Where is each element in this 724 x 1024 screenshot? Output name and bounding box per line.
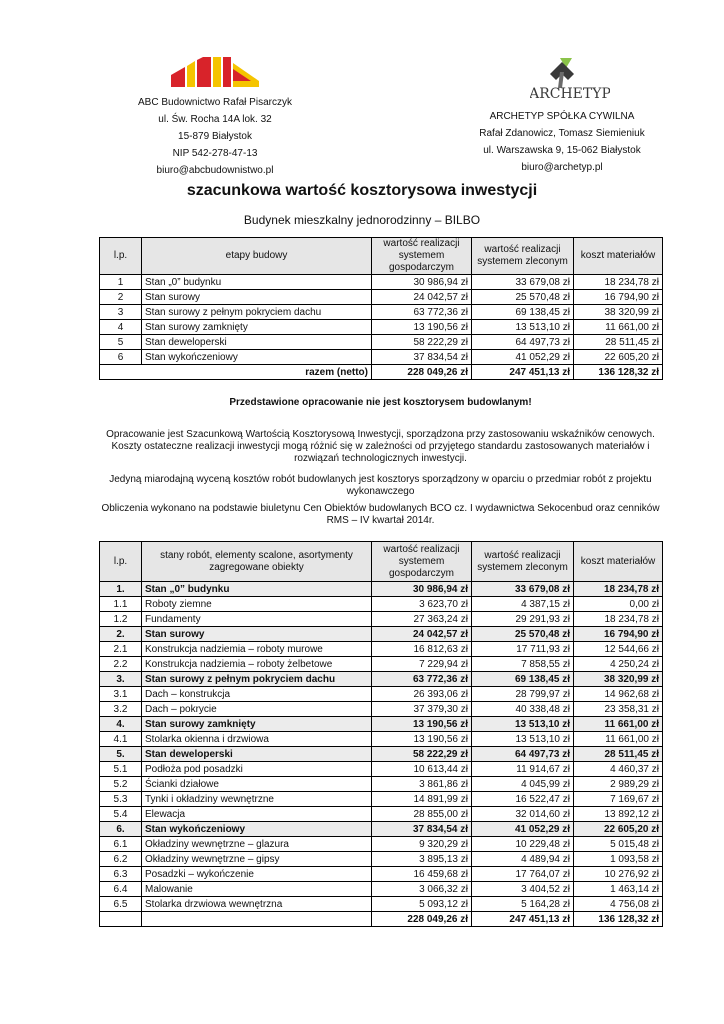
row-materials: 4 460,37 zł (574, 762, 663, 777)
row-contracted: 17 711,93 zł (472, 642, 574, 657)
row-lp: 3.2 (100, 702, 142, 717)
table-row (100, 672, 663, 687)
note-line: Obliczenia wykonano na podstawie biuletynu Cen Obiektów budowlanych BCO cz. I wydawnictwa Sekocenbud oraz cenników (101, 503, 660, 514)
row-name: Roboty ziemne (142, 597, 372, 612)
row-materials: 18 234,78 zł (574, 612, 663, 627)
address-line: ul. Św. Rocha 14A lok. 32 (158, 114, 272, 125)
address-line: biuro@abcbudownistwo.pl (156, 165, 274, 176)
row-lp: 5.1 (100, 762, 142, 777)
row-lp: 1. (100, 582, 142, 597)
row-own: 13 190,56 zł (372, 732, 472, 747)
row-lp: 1.1 (100, 597, 142, 612)
row-contracted: 25 570,48 zł (472, 627, 574, 642)
page-title: szacunkowa wartość kosztorysowa inwestycji (186, 182, 538, 199)
row-contracted: 40 338,48 zł (472, 702, 574, 717)
row-materials: 16 794,90 zł (574, 627, 663, 642)
address-line: ARCHETYP SPÓŁKA CYWILNA (489, 111, 635, 122)
row-contracted: 5 164,28 zł (472, 897, 574, 912)
row-contracted: 69 138,45 zł (472, 305, 574, 320)
row-own: 3 861,86 zł (372, 777, 472, 792)
table-row (100, 777, 663, 792)
row-materials: 14 962,68 zł (574, 687, 663, 702)
row-contracted: 17 764,07 zł (472, 867, 574, 882)
row-materials: 5 015,48 zł (574, 837, 663, 852)
row-lp: 6.5 (100, 897, 142, 912)
row-contracted: 4 489,94 zł (472, 852, 574, 867)
row-own: 5 093,12 zł (372, 897, 472, 912)
row-materials: 28 511,45 zł (574, 747, 663, 762)
row-name: Podłoża pod posadzki (142, 762, 372, 777)
row-own: 14 891,99 zł (372, 792, 472, 807)
row-lp: 1 (100, 275, 142, 290)
row-name: Fundamenty (142, 612, 372, 627)
total-materials: 136 128,32 zł (574, 912, 663, 927)
left-company-address (120, 94, 310, 179)
row-contracted: 64 497,73 zł (472, 747, 574, 762)
table-row (100, 852, 663, 867)
total-label: razem (netto) (100, 365, 372, 380)
col-header-lp: l.p. (100, 542, 142, 582)
row-materials: 1 093,58 zł (574, 852, 663, 867)
archetyp-logo-text: ARCHETYP (530, 86, 610, 102)
table-row (100, 897, 663, 912)
row-lp: 5.3 (100, 792, 142, 807)
table-row (100, 335, 663, 350)
row-contracted: 64 497,73 zł (472, 335, 574, 350)
row-materials: 16 794,90 zł (574, 290, 663, 305)
table-row (100, 290, 663, 305)
row-name: Stan „0” budynku (142, 582, 372, 597)
row-materials: 38 320,99 zł (574, 305, 663, 320)
summary-table-body (100, 275, 663, 365)
row-contracted: 13 513,10 zł (472, 320, 574, 335)
table-row (100, 747, 663, 762)
row-contracted: 25 570,48 zł (472, 290, 574, 305)
table-row (100, 597, 663, 612)
table-row (100, 687, 663, 702)
row-lp: 5.4 (100, 807, 142, 822)
address-line: 15-879 Białystok (178, 131, 252, 142)
row-name: Tynki i okładziny wewnętrzne (142, 792, 372, 807)
page-subtitle: Budynek mieszkalny jednorodzinny – BILBO (243, 213, 481, 227)
row-lp: 4. (100, 717, 142, 732)
row-own: 28 855,00 zł (372, 807, 472, 822)
col-header-materials: koszt materiałów (574, 238, 663, 275)
row-own: 24 042,57 zł (372, 627, 472, 642)
row-lp: 6.4 (100, 882, 142, 897)
table-row (100, 612, 663, 627)
row-own: 37 834,54 zł (372, 822, 472, 837)
note-line: wykonawczego (346, 486, 415, 497)
row-own: 16 812,63 zł (372, 642, 472, 657)
table-row (100, 762, 663, 777)
row-lp: 6.3 (100, 867, 142, 882)
disclaimer: Przedstawione opracowanie nie jest kosztorysem budowlanym! (229, 397, 532, 408)
total-contracted: 247 451,13 zł (472, 365, 574, 380)
table-row (100, 320, 663, 335)
row-materials: 1 463,14 zł (574, 882, 663, 897)
col-header-contracted: wartość realizacji systemem zleconym (472, 542, 574, 582)
archetyp-logo (530, 58, 610, 105)
row-name: Stan wykończeniowy (142, 822, 372, 837)
table-row (100, 657, 663, 672)
note-line: rozwiązań technologicznych inwestycji. (294, 453, 467, 464)
table-row (100, 792, 663, 807)
address-line: ul. Warszawska 9, 15-062 Białystok (483, 145, 641, 156)
row-materials: 7 169,67 zł (574, 792, 663, 807)
note-line: Koszty ostateczne realizacji inwestycji mogą różnić się w zależności od przyjętego standardu zastosowanych materiałów i (111, 441, 650, 452)
row-lp: 6.2 (100, 852, 142, 867)
total-own: 228 049,26 zł (372, 365, 472, 380)
row-contracted: 4 045,99 zł (472, 777, 574, 792)
address-line: biuro@archetyp.pl (521, 162, 603, 173)
table-row (100, 822, 663, 837)
row-materials: 23 358,31 zł (574, 702, 663, 717)
row-name: Okładziny wewnętrzne – glazura (142, 837, 372, 852)
row-own: 7 229,94 zł (372, 657, 472, 672)
table-row (100, 807, 663, 822)
row-materials: 28 511,45 zł (574, 335, 663, 350)
row-lp: 4 (100, 320, 142, 335)
table-row (100, 837, 663, 852)
row-name: Dach – pokrycie (142, 702, 372, 717)
row-contracted: 33 679,08 zł (472, 275, 574, 290)
table-row (100, 642, 663, 657)
row-contracted: 41 052,29 zł (472, 350, 574, 365)
table-row (100, 350, 663, 365)
row-contracted: 28 799,97 zł (472, 687, 574, 702)
row-own: 30 986,94 zł (372, 582, 472, 597)
total-materials: 136 128,32 zł (574, 365, 663, 380)
row-own: 37 379,30 zł (372, 702, 472, 717)
summary-table (99, 237, 663, 380)
table-row (100, 732, 663, 747)
table-row (100, 867, 663, 882)
row-contracted: 11 914,67 zł (472, 762, 574, 777)
row-materials: 12 544,66 zł (574, 642, 663, 657)
row-own: 13 190,56 zł (372, 320, 472, 335)
total-cell (100, 912, 142, 927)
detail-table-body (100, 582, 663, 912)
row-contracted: 16 522,47 zł (472, 792, 574, 807)
row-contracted: 4 387,15 zł (472, 597, 574, 612)
col-header-items: stany robót, elementy scalone, asortymenty zagregowane obiekty (142, 542, 372, 582)
row-materials: 4 250,24 zł (574, 657, 663, 672)
row-name: Dach – konstrukcja (142, 687, 372, 702)
row-materials: 4 756,08 zł (574, 897, 663, 912)
row-lp: 5 (100, 335, 142, 350)
table-row (100, 702, 663, 717)
row-own: 30 986,94 zł (372, 275, 472, 290)
row-materials: 38 320,99 zł (574, 672, 663, 687)
row-own: 3 623,70 zł (372, 597, 472, 612)
row-name: Konstrukcja nadziemia – roboty murowe (142, 642, 372, 657)
row-lp: 6 (100, 350, 142, 365)
row-lp: 2 (100, 290, 142, 305)
row-name: Posadzki – wykończenie (142, 867, 372, 882)
row-lp: 2. (100, 627, 142, 642)
row-name: Stan surowy zamknięty (142, 320, 372, 335)
row-lp: 2.2 (100, 657, 142, 672)
row-name: Okładziny wewnętrzne – gipsy (142, 852, 372, 867)
col-header-stage: etapy budowy (142, 238, 372, 275)
right-company-address (462, 108, 662, 176)
row-name: Stan surowy (142, 290, 372, 305)
row-contracted: 7 858,55 zł (472, 657, 574, 672)
row-name: Stan surowy z pełnym pokryciem dachu (142, 672, 372, 687)
table-row (100, 627, 663, 642)
row-name: Stan deweloperski (142, 747, 372, 762)
row-name: Stan surowy zamknięty (142, 717, 372, 732)
row-own: 58 222,29 zł (372, 747, 472, 762)
row-materials: 0,00 zł (574, 597, 663, 612)
row-materials: 18 234,78 zł (574, 275, 663, 290)
total-own: 228 049,26 zł (372, 912, 472, 927)
note-paragraph-2 (99, 474, 662, 498)
row-contracted: 13 513,10 zł (472, 717, 574, 732)
note-paragraph-1 (99, 429, 662, 465)
row-contracted: 69 138,45 zł (472, 672, 574, 687)
row-lp: 3.1 (100, 687, 142, 702)
address-line: ABC Budownictwo Rafał Pisarczyk (138, 97, 292, 108)
row-lp: 6.1 (100, 837, 142, 852)
row-contracted: 32 014,60 zł (472, 807, 574, 822)
row-own: 27 363,24 zł (372, 612, 472, 627)
detail-table (99, 541, 663, 927)
row-lp: 5. (100, 747, 142, 762)
col-header-own-system: wartość realizacji systemem gospodarczym (372, 542, 472, 582)
row-lp: 1.2 (100, 612, 142, 627)
row-name: Stan surowy z pełnym pokryciem dachu (142, 305, 372, 320)
row-materials: 18 234,78 zł (574, 582, 663, 597)
row-own: 3 895,13 zł (372, 852, 472, 867)
row-lp: 5.2 (100, 777, 142, 792)
row-name: Ścianki działowe (142, 777, 372, 792)
row-own: 16 459,68 zł (372, 867, 472, 882)
col-header-materials: koszt materiałów (574, 542, 663, 582)
row-contracted: 3 404,52 zł (472, 882, 574, 897)
row-own: 3 066,32 zł (372, 882, 472, 897)
row-materials: 11 661,00 zł (574, 717, 663, 732)
total-contracted: 247 451,13 zł (472, 912, 574, 927)
row-own: 26 393,06 zł (372, 687, 472, 702)
row-materials: 10 276,92 zł (574, 867, 663, 882)
row-own: 37 834,54 zł (372, 350, 472, 365)
row-name: Stan surowy (142, 627, 372, 642)
address-line: NIP 542-278-47-13 (172, 148, 258, 159)
col-header-contracted: wartość realizacji systemem zleconym (472, 238, 574, 275)
note-line: Opracowanie jest Szacunkową Wartością Kosztorysową Inwestycji, sporządzona przy zastosowaniu wskaźników cenowych. (106, 429, 655, 440)
row-own: 9 320,29 zł (372, 837, 472, 852)
row-lp: 3 (100, 305, 142, 320)
row-own: 63 772,36 zł (372, 672, 472, 687)
row-name: Stolarka okienna i drzwiowa (142, 732, 372, 747)
row-own: 10 613,44 zł (372, 762, 472, 777)
row-materials: 22 605,20 zł (574, 350, 663, 365)
row-contracted: 29 291,93 zł (472, 612, 574, 627)
note-paragraph-3 (99, 503, 662, 527)
row-materials: 22 605,20 zł (574, 822, 663, 837)
row-name: Stan „0” budynku (142, 275, 372, 290)
row-materials: 11 661,00 zł (574, 732, 663, 747)
row-lp: 4.1 (100, 732, 142, 747)
row-own: 13 190,56 zł (372, 717, 472, 732)
table-row (100, 882, 663, 897)
row-name: Stan deweloperski (142, 335, 372, 350)
row-lp: 6. (100, 822, 142, 837)
col-header-own-system: wartość realizacji systemem gospodarczym (372, 238, 472, 275)
row-materials: 2 989,29 zł (574, 777, 663, 792)
row-materials: 13 892,12 zł (574, 807, 663, 822)
row-contracted: 13 513,10 zł (472, 732, 574, 747)
row-own: 63 772,36 zł (372, 305, 472, 320)
row-own: 58 222,29 zł (372, 335, 472, 350)
row-materials: 11 661,00 zł (574, 320, 663, 335)
address-line: Rafał Zdanowicz, Tomasz Siemieniuk (479, 128, 645, 139)
row-lp: 2.1 (100, 642, 142, 657)
table-row (100, 275, 663, 290)
row-contracted: 10 229,48 zł (472, 837, 574, 852)
row-name: Elewacja (142, 807, 372, 822)
col-header-lp: l.p. (100, 238, 142, 275)
table-row (100, 305, 663, 320)
row-lp: 3. (100, 672, 142, 687)
row-contracted: 33 679,08 zł (472, 582, 574, 597)
note-line: Jedyną miarodajną wyceną kosztów robót budowlanych jest kosztorys sporządzony w oparciu o przedmiar robót z projektu (109, 474, 652, 485)
abc-logo (171, 57, 259, 90)
row-contracted: 41 052,29 zł (472, 822, 574, 837)
note-line: RMS – IV kwartał 2014r. (326, 515, 435, 526)
table-row (100, 717, 663, 732)
row-own: 24 042,57 zł (372, 290, 472, 305)
row-name: Konstrukcja nadziemia – roboty żelbetowe (142, 657, 372, 672)
total-cell (142, 912, 372, 927)
row-name: Stan wykończeniowy (142, 350, 372, 365)
row-name: Malowanie (142, 882, 372, 897)
row-name: Stolarka drzwiowa wewnętrzna (142, 897, 372, 912)
table-row (100, 582, 663, 597)
